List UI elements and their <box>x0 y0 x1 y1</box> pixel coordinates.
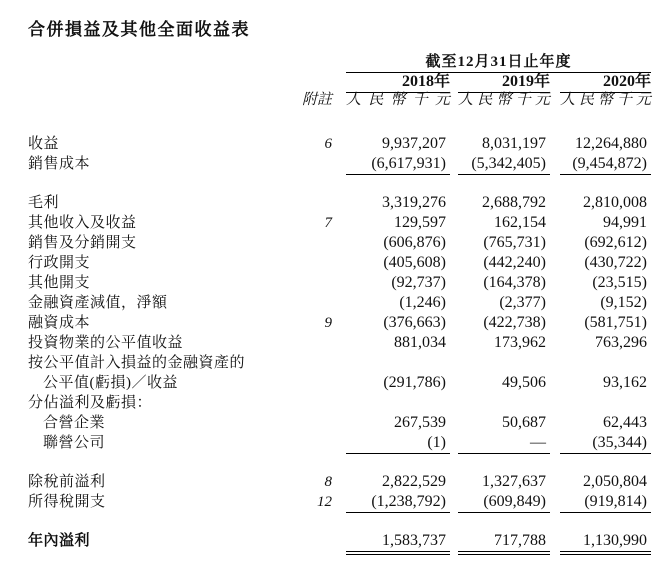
period-header: 截至12月31日止年度 <box>346 52 651 73</box>
value-2018年 <box>346 353 450 373</box>
note-reference: 8 <box>324 474 332 490</box>
row-label: 收益 <box>28 136 60 152</box>
value-2019年 <box>458 353 550 373</box>
row-label: 聯營公司 <box>43 435 106 451</box>
currency-unit-2018: 人民幣千元 <box>346 92 450 108</box>
value-2020年 <box>560 353 651 373</box>
value-2019年: 162,154 <box>494 214 546 231</box>
table-row <box>28 154 651 174</box>
value-2020年: 12,264,880 <box>575 135 647 152</box>
table-row <box>28 492 651 512</box>
year-header-row <box>28 72 651 91</box>
note-reference <box>296 154 332 175</box>
row-label: 銷售及分銷開支 <box>28 235 137 251</box>
row-label: 其他開支 <box>28 275 91 291</box>
table-row <box>28 253 651 273</box>
value-2018年: 2,822,529 <box>382 473 446 490</box>
note-reference <box>296 393 332 413</box>
value-2020年: 1,130,990 <box>560 531 651 552</box>
table-row <box>28 134 651 154</box>
value-2020年: (430,722) <box>584 254 647 271</box>
value-2019年: (442,240) <box>483 254 546 271</box>
unit-header-row <box>28 91 651 109</box>
value-2019年: 50,687 <box>502 414 546 431</box>
table-row <box>28 531 651 551</box>
value-2019年: (422,738) <box>483 314 546 331</box>
year-header-2020: 2020年 <box>560 72 651 93</box>
currency-unit-2019: 人民幣千元 <box>458 92 550 108</box>
table-row <box>28 373 651 393</box>
note-reference <box>296 531 332 552</box>
spacer-row <box>28 512 651 531</box>
value-2019年: (765,731) <box>483 234 546 251</box>
note-reference <box>296 293 332 313</box>
value-2020年: 62,443 <box>603 414 647 431</box>
table-row <box>28 333 651 353</box>
note-reference <box>296 433 332 454</box>
note-reference <box>296 373 332 393</box>
row-label: 所得稅開支 <box>28 494 106 510</box>
value-2018年: (291,786) <box>383 374 446 391</box>
value-2019年: 8,031,197 <box>482 135 546 152</box>
spacer-row <box>28 453 651 472</box>
value-2018年: (405,608) <box>383 254 446 271</box>
currency-unit-2020: 人民幣千元 <box>560 92 651 108</box>
value-2019年: 1,327,637 <box>482 473 546 490</box>
row-label: 行政開支 <box>28 255 91 271</box>
table-body <box>28 134 651 551</box>
row-label: 公平值(虧損)／收益 <box>43 375 178 391</box>
row-label: 投資物業的公平值收益 <box>28 335 184 351</box>
value-2018年: (606,876) <box>383 234 446 251</box>
value-2020年: 763,296 <box>595 334 647 351</box>
value-2018年: 1,583,737 <box>346 531 450 552</box>
value-2018年: (92,737) <box>391 274 446 291</box>
row-label: 銷售成本 <box>28 156 91 172</box>
table-row <box>28 313 651 333</box>
value-2020年: (35,344) <box>560 433 651 454</box>
row-label: 其他收入及收益 <box>28 215 137 231</box>
note-reference <box>296 353 332 373</box>
period-header-row <box>28 52 651 72</box>
row-label: 金融資產減值，淨額 <box>28 295 168 311</box>
row-label: 除稅前溢利 <box>28 474 106 490</box>
value-2020年: 2,050,804 <box>583 473 647 490</box>
note-reference: 6 <box>324 136 332 152</box>
notes-column-header: 附註 <box>301 92 332 108</box>
value-2019年: — <box>458 433 550 454</box>
value-2019年: (5,342,405) <box>458 154 550 175</box>
note-reference: 12 <box>317 494 332 510</box>
table-row <box>28 233 651 253</box>
row-label: 按公平值計入損益的金融資產的 <box>28 355 246 371</box>
value-2019年: (164,378) <box>483 274 546 291</box>
value-2019年: 717,788 <box>458 531 550 552</box>
value-2019年: (2,377) <box>499 294 546 311</box>
value-2018年: (1) <box>346 433 450 454</box>
value-2018年: 9,937,207 <box>382 135 446 152</box>
row-label: 融資成本 <box>28 315 91 331</box>
value-2020年: (9,152) <box>600 294 647 311</box>
value-2020年: (692,612) <box>584 234 647 251</box>
value-2018年: (1,246) <box>399 294 446 311</box>
spacer-row <box>28 174 651 193</box>
value-2018年: (1,238,792) <box>346 492 450 513</box>
note-reference <box>296 193 332 213</box>
value-2020年 <box>560 393 651 413</box>
note-reference <box>296 233 332 253</box>
value-2020年: 2,810,008 <box>583 194 647 211</box>
value-2018年: 267,539 <box>394 414 446 431</box>
table-row <box>28 433 651 453</box>
value-2020年: 94,991 <box>603 214 647 231</box>
year-header-2018: 2018年 <box>346 72 450 93</box>
value-2018年 <box>346 393 450 413</box>
value-2019年 <box>458 393 550 413</box>
row-label: 分佔溢利及虧損： <box>28 395 153 411</box>
table-row <box>28 273 651 293</box>
row-label: 年內溢利 <box>28 533 91 549</box>
value-2019年: 173,962 <box>494 334 546 351</box>
value-2020年: (23,515) <box>592 274 647 291</box>
value-2018年: (376,663) <box>383 314 446 331</box>
value-2018年: 881,034 <box>394 334 446 351</box>
table-row <box>28 353 651 373</box>
table-row <box>28 193 651 213</box>
note-reference: 7 <box>324 215 332 231</box>
value-2019年: 2,688,792 <box>482 194 546 211</box>
value-2020年: (9,454,872) <box>560 154 651 175</box>
note-reference <box>296 273 332 293</box>
year-header-2019: 2019年 <box>458 72 550 93</box>
note-reference <box>296 253 332 273</box>
income-statement-table <box>28 52 651 551</box>
page-title: 合併損益及其他全面收益表 <box>28 20 250 39</box>
value-2019年: 49,506 <box>502 374 546 391</box>
value-2018年: 129,597 <box>394 214 446 231</box>
value-2020年: (581,751) <box>584 314 647 331</box>
note-reference <box>296 333 332 353</box>
value-2020年: (919,814) <box>560 492 651 513</box>
table-row <box>28 213 651 233</box>
table-row <box>28 293 651 313</box>
value-2019年: (609,849) <box>458 492 550 513</box>
row-label: 毛利 <box>28 195 60 211</box>
value-2018年: 3,319,276 <box>382 194 446 211</box>
row-label: 合營企業 <box>43 415 106 431</box>
table-row <box>28 472 651 492</box>
table-row <box>28 393 651 413</box>
note-reference: 9 <box>324 315 332 331</box>
value-2020年: 93,162 <box>603 374 647 391</box>
note-reference <box>296 413 332 433</box>
value-2018年: (6,617,931) <box>346 154 450 175</box>
table-row <box>28 413 651 433</box>
